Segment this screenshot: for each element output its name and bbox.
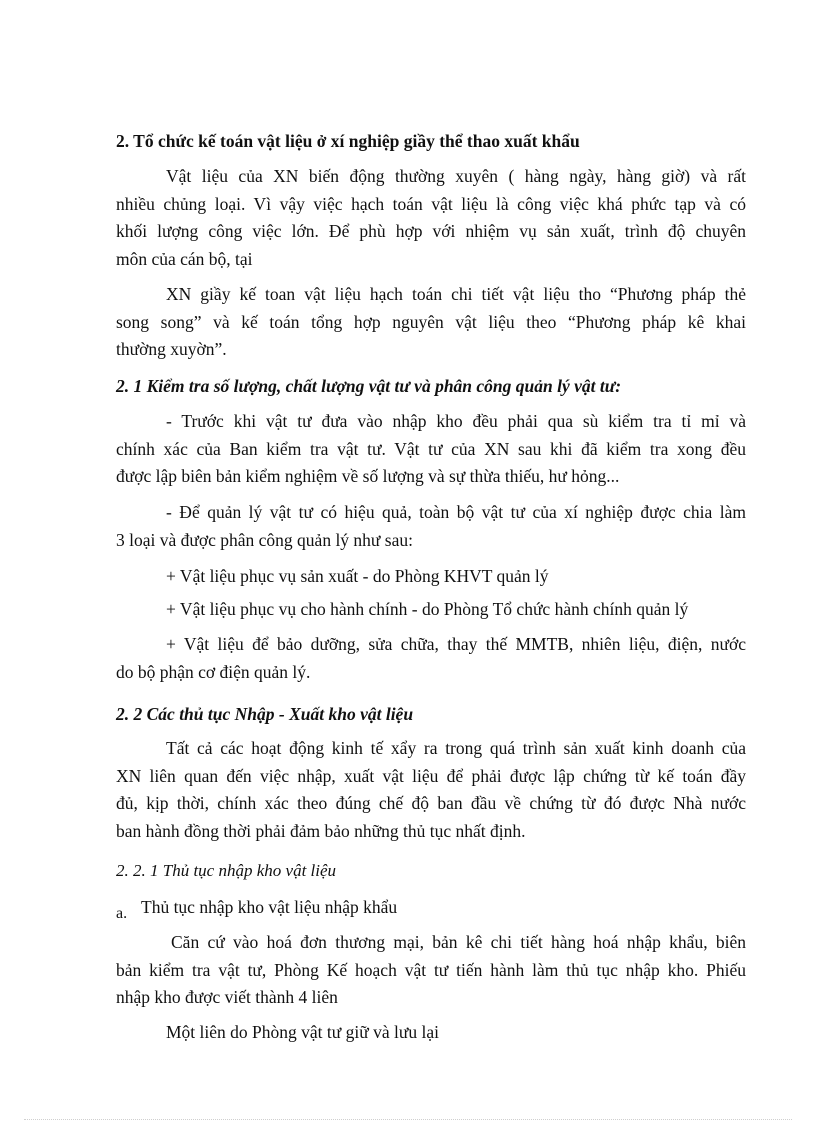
- paragraph-line: Tất cả các hoạt động kinh tế xẩy ra trong quá trình sản xuất kinh doanh của: [166, 738, 746, 758]
- bullet-item: + Vật liệu phục vụ sản xuất - do Phòng KHVT quản lý: [166, 566, 549, 586]
- paragraph-line: Vật liệu của XN biến động thường xuyên ( hàng ngày, hàng giờ) và rất: [166, 166, 746, 186]
- paragraph-1: [116, 163, 746, 273]
- paragraph-line: song song” và kế toán tổng hợp nguyên vật liệu theo “Phương pháp kê khai: [116, 311, 746, 332]
- paragraph-line: XN giầy kế toan vật liệu hạch toán chi tiết vật liệu tho “Phương pháp thẻ: [166, 284, 746, 304]
- section-heading: 2. Tổ chức kế toán vật liệu ở xí nghiệp giầy thể thao xuất khẩu: [116, 131, 580, 151]
- bullet-item: [116, 631, 746, 686]
- paragraph-6: [116, 929, 746, 1012]
- paragraph-line: môn của cán bộ, tại: [116, 248, 253, 269]
- subsection-heading-2-2-1: 2. 2. 1 Thủ tục nhập kho vật liệu: [116, 861, 337, 880]
- paragraph-line: XN liên quan đến việc nhập, xuất vật liệu để phải được lập chứng từ kế toán đầy: [116, 765, 746, 786]
- paragraph-line: do bộ phận cơ điện quản lý.: [116, 661, 311, 682]
- paragraph-line: Căn cứ vào hoá đơn thương mại, bản kê chi tiết hàng hoá nhập khẩu, biên: [171, 932, 746, 952]
- paragraph-line: khối lượng công việc lớn. Để phù hợp với nhiệm vụ sản xuất, trình độ chuyên: [116, 221, 746, 241]
- paragraph-line: - Để quản lý vật tư có hiệu quả, toàn bộ vật tư của xí nghiệp được chia làm: [166, 502, 746, 522]
- subsection-heading-2-2: 2. 2 Các thủ tục Nhập - Xuất kho vật liệu: [116, 704, 414, 724]
- paragraph-5: [116, 735, 746, 845]
- paragraph-line: 3 loại và được phân công quản lý như sau:: [116, 529, 413, 550]
- paragraph-line: ban hành đồng thời phải đảm bảo những thủ tục nhất định.: [116, 820, 526, 841]
- bullet-item: + Vật liệu phục vụ cho hành chính - do Phòng Tổ chức hành chính quản lý: [166, 599, 689, 619]
- page-bottom-divider: [24, 1119, 792, 1120]
- paragraph-2: [116, 281, 746, 364]
- paragraph-line: bản kiểm tra vật tư, Phòng Kế hoạch vật tư tiến hành làm thủ tục nhập kho. Phiếu: [116, 959, 746, 980]
- paragraph-line: - Trước khi vật tư đưa vào nhập kho đều phải qua sù kiểm tra tỉ mỉ và: [166, 411, 746, 431]
- paragraph-7: Một liên do Phòng vật tư giữ và lưu lại: [166, 1022, 439, 1042]
- subsection-heading-2-1: 2. 1 Kiểm tra số lượng, chất lượng vật tư và phân công quản lý vật tư:: [116, 376, 622, 396]
- list-marker: a.: [116, 905, 128, 922]
- paragraph-line: chính xác của Ban kiểm tra vật tư. Vật tư của XN sau khi đã kiểm tra xong đều: [116, 438, 746, 459]
- list-item-text: Thủ tục nhập kho vật liệu nhập khẩu: [141, 897, 398, 917]
- paragraph-line: nhập kho được viết thành 4 liên: [116, 987, 338, 1007]
- list-item-a: [116, 897, 746, 923]
- paragraph-4: [116, 499, 746, 554]
- paragraph-line: được lập biên bản kiểm nghiệm về số lượng và sự thừa thiếu, hư hỏng...: [116, 466, 620, 486]
- paragraph-3: [116, 408, 746, 491]
- paragraph-line: nhiều chủng loại. Vì vậy việc hạch toán vật liệu là công việc khá phức tạp và có: [116, 193, 746, 214]
- paragraph-line: thường xuyờn”.: [116, 339, 227, 359]
- paragraph-line: đủ, kịp thời, chính xác theo đúng chế độ ban đầu về chứng từ đó được Nhà nước: [116, 793, 746, 813]
- paragraph-line: + Vật liệu để bảo dưỡng, sửa chữa, thay thế MMTB, nhiên liệu, điện, nước: [166, 634, 746, 654]
